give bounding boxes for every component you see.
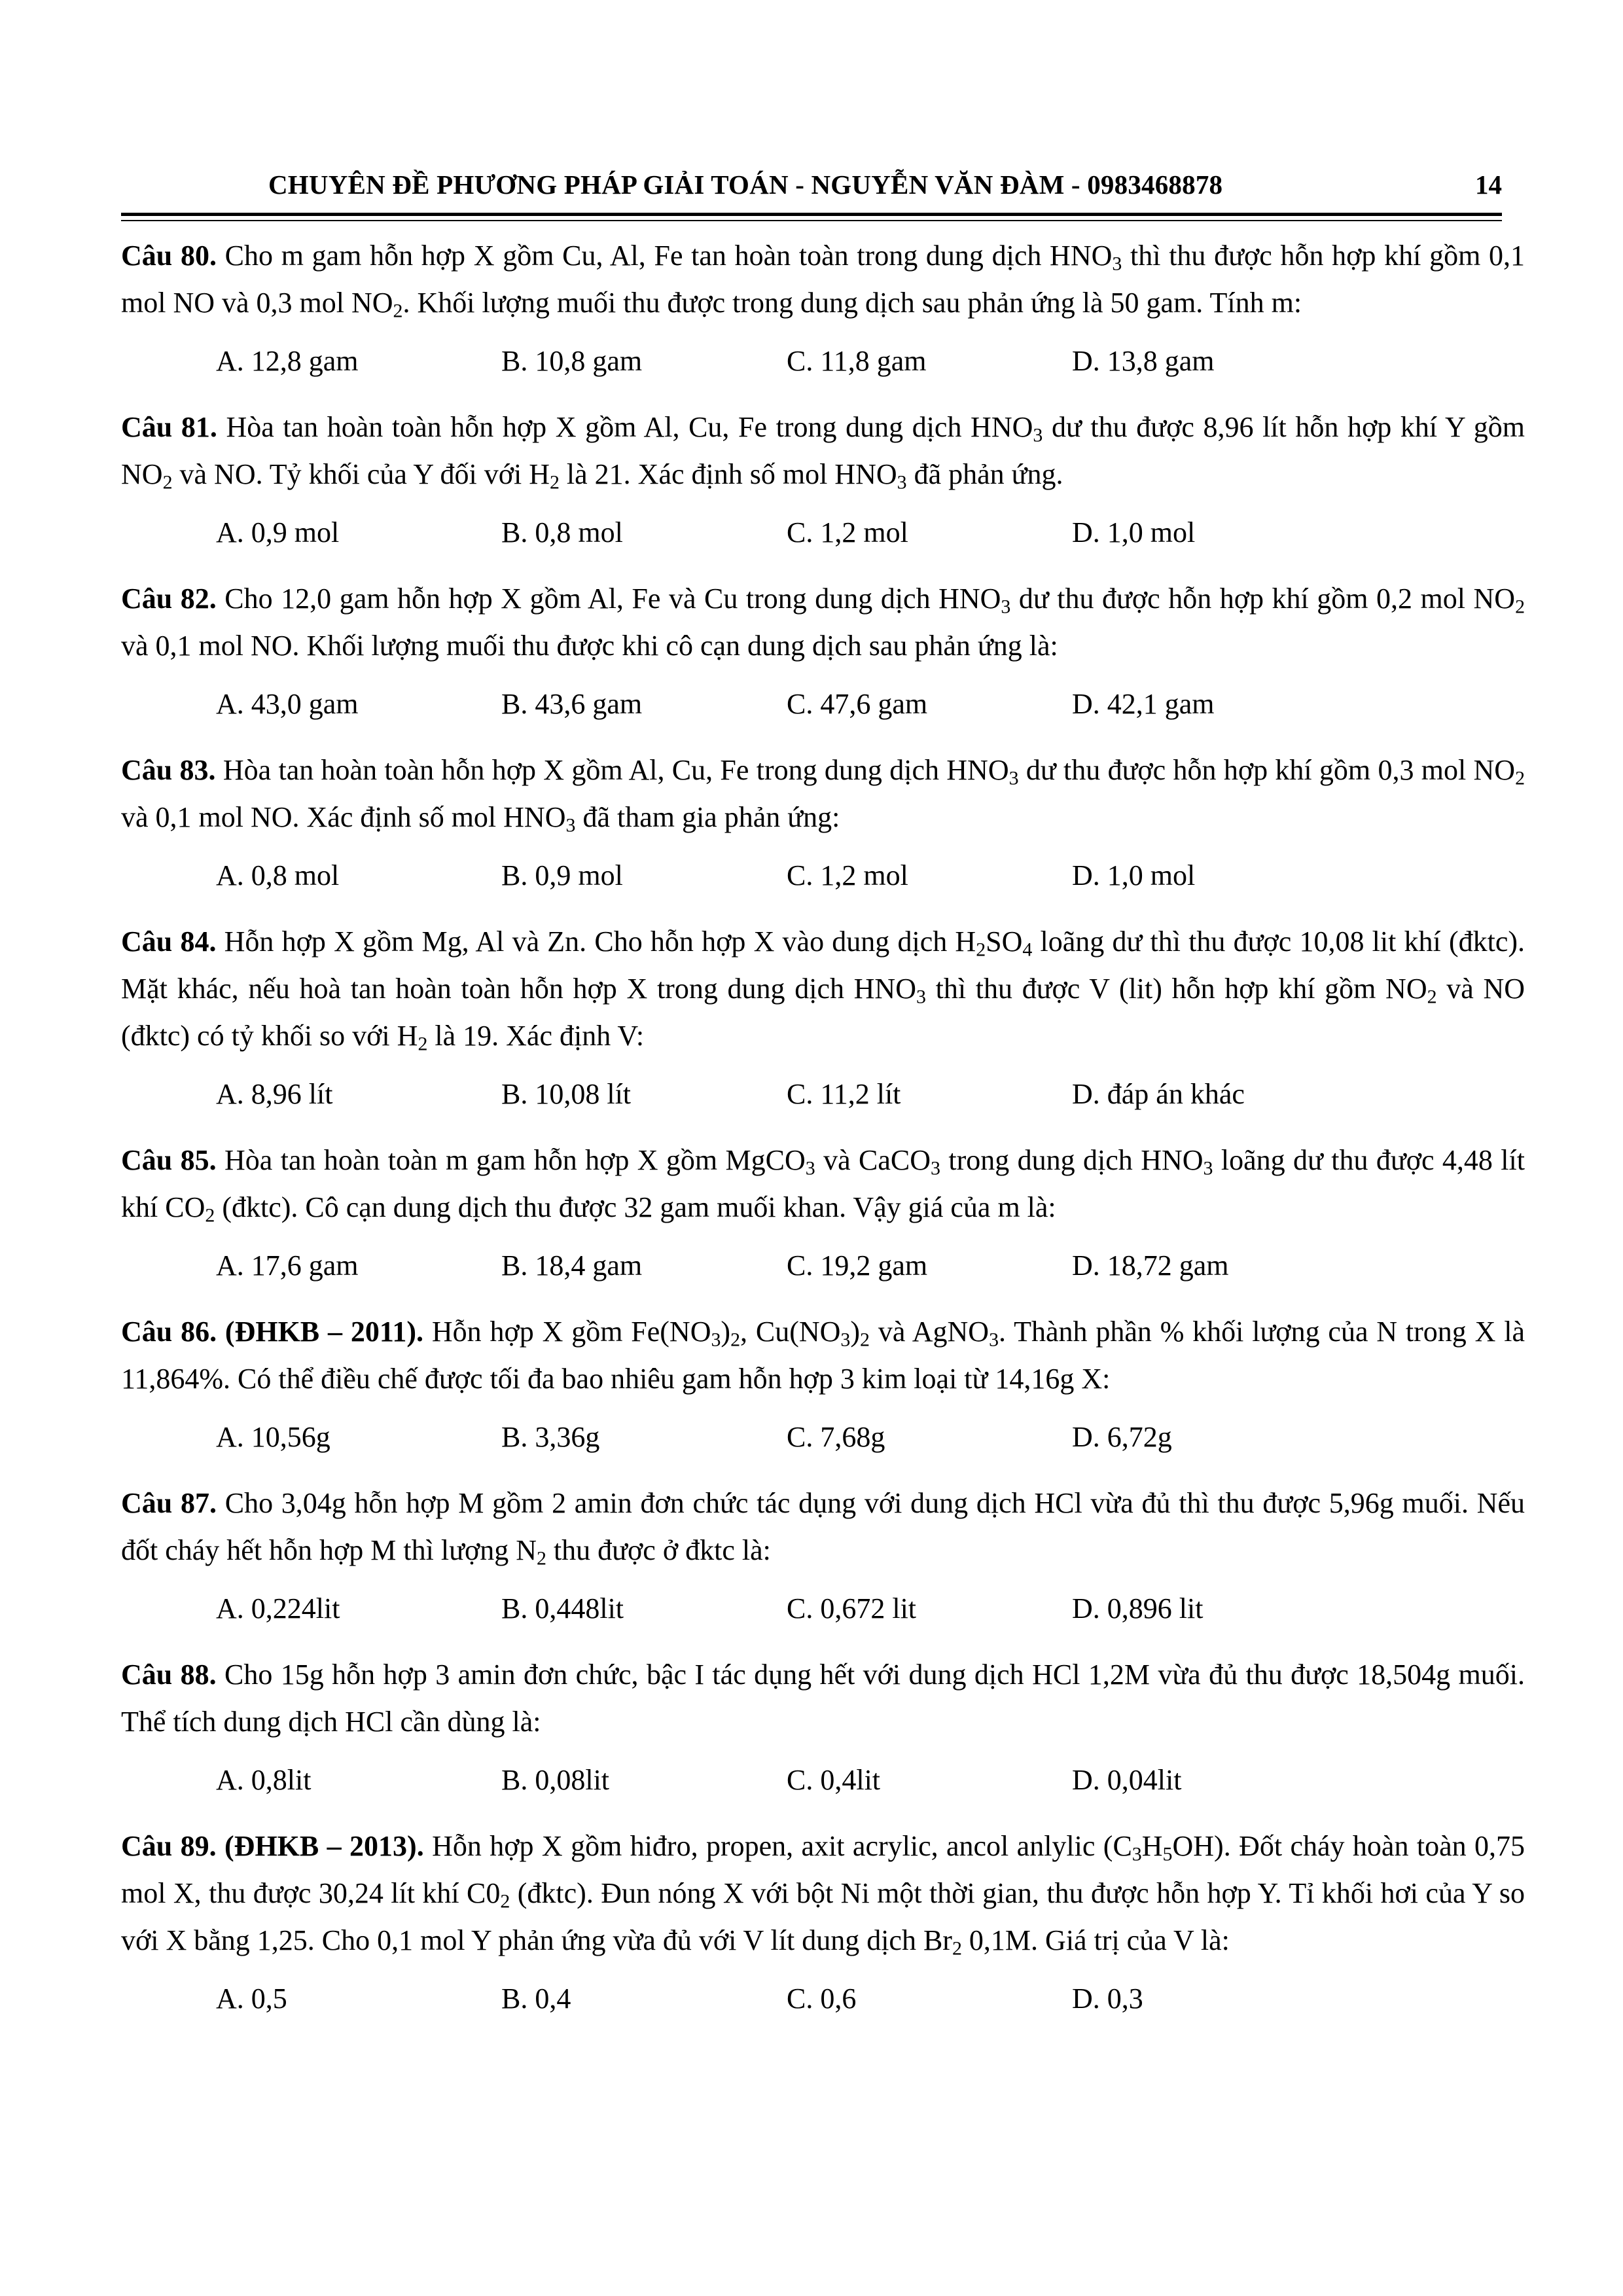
- answer-option: B. 0,448lit: [501, 1592, 624, 1624]
- answer-option: D. 6,72g: [1072, 1421, 1172, 1453]
- question-block: [121, 575, 1525, 728]
- exam-source-tag: (ĐHKB – 2013).: [216, 1830, 424, 1862]
- subscript: 2: [1515, 596, 1525, 618]
- header-rule-thin: [121, 220, 1502, 221]
- answer-option: B. 0,4: [501, 1982, 571, 2015]
- subscript: 2: [418, 1033, 428, 1055]
- question-text-segment: và AgNO: [869, 1316, 990, 1348]
- question-text-segment: Hòa tan hoàn toàn m gam hỗn hợp X gồm MgCO: [216, 1144, 806, 1176]
- question-text-segment: và NO. Tỷ khối của Y đối với H: [172, 458, 550, 490]
- subscript: 2: [500, 1890, 510, 1912]
- answer-option: B. 43,6 gam: [501, 688, 643, 720]
- question-text-segment: thu được ở đktc là:: [546, 1534, 771, 1566]
- answer-options: [121, 338, 1525, 385]
- answer-option: A. 0,9 mol: [216, 516, 340, 548]
- answer-option: B. 3,36g: [501, 1421, 600, 1453]
- subscript: 2: [860, 1329, 870, 1351]
- question-text: [121, 232, 1525, 327]
- question-text: [121, 918, 1525, 1060]
- question-text: [121, 404, 1525, 498]
- answer-options: [121, 1414, 1525, 1461]
- question-text-segment: OH). Đốt cháy hoàn toàn 0,75 mol X, thu được 30,24 lít khí C0: [121, 1830, 1525, 1909]
- question-text-segment: và CaCO: [815, 1144, 931, 1176]
- question-text-segment: loãng dư thì thu được 10,08 lit khí (đktc). Mặt khác, nếu hoà tan hoàn toàn hỗn hợp X trong dung dịch HNO: [121, 925, 1525, 1005]
- answer-option: B. 0,8 mol: [501, 516, 623, 548]
- answer-option: C. 7,68g: [787, 1421, 885, 1453]
- question-text-segment: (đktc). Đun nóng X với bột Ni một thời gian, thu được hỗn hợp Y. Tỉ khối hơi của Y so với X bằng 1,25. Cho 0,1 mol Y phản ứng vừa đủ với V lít dung dịch Br: [121, 1877, 1525, 1956]
- question-text-segment: dư thu được 8,96 lít hỗn hợp khí Y gồm NO: [121, 411, 1525, 490]
- question-text-segment: Hỗn hợp X gồm hiđro, propen, axit acrylic, ancol anlylic (C: [423, 1830, 1132, 1862]
- question-text: [121, 1308, 1525, 1403]
- subscript: 2: [549, 471, 560, 493]
- question-text-segment: và 0,1 mol NO. Khối lượng muối thu được khi cô cạn dung dịch sau phản ứng là:: [121, 630, 1058, 662]
- question-text-segment: Hòa tan hoàn toàn hỗn hợp X gồm Al, Cu, Fe trong dung dịch HNO: [215, 754, 1009, 786]
- answer-option: D. đáp án khác: [1072, 1078, 1245, 1110]
- question-text-segment: thì thu được V (lit) hỗn hợp khí gồm NO: [925, 973, 1427, 1005]
- answer-option: B. 10,8 gam: [501, 345, 643, 377]
- question-label: Câu 88.: [121, 1659, 217, 1691]
- question-text-segment: . Khối lượng muối thu được trong dung dịch sau phản ứng là 50 gam. Tính m:: [402, 287, 1302, 319]
- question-block: [121, 1823, 1525, 2022]
- subscript: 3: [916, 986, 926, 1008]
- question-list: [121, 232, 1525, 2041]
- answer-options: [121, 1585, 1525, 1632]
- answer-option: D. 18,72 gam: [1072, 1249, 1229, 1282]
- question-text: [121, 1480, 1525, 1574]
- subscript: 3: [1008, 767, 1019, 789]
- question-label: Câu 81.: [121, 411, 217, 443]
- question-text-segment: và NO (đktc) có tỷ khối so với H: [121, 973, 1525, 1052]
- question-text-segment: Cho 3,04g hỗn hợp M gồm 2 amin đơn chức tác dụng với dung dịch HCl vừa đủ thì thu được 5,96g muối. Nếu đốt cháy hết hỗn hợp M thì lượng N: [121, 1487, 1525, 1566]
- subscript: 5: [1162, 1843, 1173, 1865]
- subscript: 2: [976, 939, 986, 961]
- answer-option: D. 42,1 gam: [1072, 688, 1215, 720]
- question-block: [121, 918, 1525, 1118]
- answer-options: [121, 681, 1525, 728]
- question-block: [121, 404, 1525, 556]
- question-text-segment: Cho 15g hỗn hợp 3 amin đơn chức, bậc I tác dụng hết với dung dịch HCl 1,2M vừa đủ thu được 18,504g muối. Thể tích dung dịch HCl cần dùng là:: [121, 1659, 1525, 1738]
- subscript: 3: [711, 1329, 721, 1351]
- question-label: Câu 86.: [121, 1316, 217, 1348]
- subscript: 2: [1427, 986, 1437, 1008]
- question-text: [121, 1823, 1525, 1964]
- subscript: 3: [1001, 596, 1011, 618]
- answer-option: A. 0,8lit: [216, 1764, 312, 1796]
- question-text: [121, 747, 1525, 841]
- subscript: 3: [989, 1329, 999, 1351]
- subscript: 3: [1033, 424, 1043, 446]
- question-text-segment: Cho m gam hỗn hợp X gồm Cu, Al, Fe tan hoàn toàn trong dung dịch HNO: [216, 240, 1113, 272]
- question-label: Câu 82.: [121, 583, 217, 615]
- answer-option: D. 1,0 mol: [1072, 516, 1196, 548]
- subscript: 2: [1515, 767, 1525, 789]
- answer-option: B. 0,9 mol: [501, 859, 623, 891]
- answer-options: [121, 509, 1525, 556]
- question-block: [121, 1480, 1525, 1632]
- answer-option: C. 0,4lit: [787, 1764, 881, 1796]
- question-text-segment: là 19. Xác định V:: [427, 1020, 645, 1052]
- question-text: [121, 1137, 1525, 1231]
- question-text-segment: . Thành phần % khối lượng của N trong X là 11,864%. Có thể điều chế được tối đa bao nhiêu gam hỗn hợp 3 kim loại từ 14,16g X:: [121, 1316, 1525, 1395]
- question-text-segment: thì thu được hỗn hợp khí gồm 0,1 mol NO và 0,3 mol NO: [121, 240, 1525, 319]
- question-block: [121, 1137, 1525, 1289]
- question-text-segment: 0,1M. Giá trị của V là:: [961, 1924, 1230, 1956]
- question-text-segment: và 0,1 mol NO. Xác định số mol HNO: [121, 801, 566, 833]
- answer-option: C. 0,6: [787, 1982, 857, 2015]
- exam-source-tag: (ĐHKB – 2011).: [217, 1316, 424, 1348]
- answer-option: A. 0,5: [216, 1982, 287, 2015]
- answer-option: D. 0,3: [1072, 1982, 1143, 2015]
- header-title: CHUYÊN ĐỀ PHƯƠNG PHÁP GIẢI TOÁN - NGUYỄN VĂN ĐÀM - 0983468878: [268, 170, 1223, 200]
- question-text-segment: Cho 12,0 gam hỗn hợp X gồm Al, Fe và Cu trong dung dịch HNO: [216, 583, 1001, 615]
- question-block: [121, 1651, 1525, 1804]
- answer-options: [121, 1975, 1525, 2022]
- answer-option: C. 1,2 mol: [787, 516, 908, 548]
- answer-option: D. 13,8 gam: [1072, 345, 1215, 377]
- question-text-segment: dư thu được hỗn hợp khí gồm 0,2 mol NO: [1010, 583, 1516, 615]
- question-text-segment: đã phản ứng.: [906, 458, 1063, 490]
- answer-option: B. 10,08 lít: [501, 1078, 632, 1110]
- question-text-segment: Hòa tan hoàn toàn hỗn hợp X gồm Al, Cu, Fe trong dung dịch HNO: [217, 411, 1033, 443]
- question-text-segment: ): [850, 1316, 861, 1348]
- question-text: [121, 575, 1525, 670]
- answer-option: C. 1,2 mol: [787, 859, 908, 891]
- answer-option: C. 19,2 gam: [787, 1249, 928, 1282]
- answer-option: C. 47,6 gam: [787, 688, 928, 720]
- answer-options: [121, 1757, 1525, 1804]
- question-text-segment: dư thu được hỗn hợp khí gồm 0,3 mol NO: [1018, 754, 1516, 786]
- subscript: 2: [393, 300, 403, 322]
- question-label: Câu 80.: [121, 240, 217, 272]
- answer-option: B. 18,4 gam: [501, 1249, 643, 1282]
- question-text-segment: H: [1141, 1830, 1163, 1862]
- question-block: [121, 232, 1525, 385]
- question-text-segment: , Cu(NO: [740, 1316, 841, 1348]
- answer-option: A. 17,6 gam: [216, 1249, 359, 1282]
- question-block: [121, 1308, 1525, 1461]
- answer-option: A. 12,8 gam: [216, 345, 359, 377]
- subscript: 4: [1022, 939, 1033, 961]
- answer-options: [121, 852, 1525, 899]
- question-label: Câu 85.: [121, 1144, 217, 1176]
- subscript: 3: [897, 471, 907, 493]
- question-text: [121, 1651, 1525, 1746]
- subscript: 3: [565, 814, 576, 836]
- answer-options: [121, 1071, 1525, 1118]
- subscript: 3: [1132, 1843, 1142, 1865]
- answer-option: A. 0,224lit: [216, 1592, 340, 1624]
- subscript: 2: [162, 471, 173, 493]
- page-header: [121, 169, 1502, 208]
- question-text-segment: đã tham gia phản ứng:: [575, 801, 840, 833]
- subscript: 3: [805, 1157, 815, 1179]
- subscript: 3: [1112, 253, 1122, 275]
- question-text-segment: Hỗn hợp X gồm Fe(NO: [423, 1316, 711, 1348]
- answer-option: C. 11,2 lít: [787, 1078, 901, 1110]
- answer-option: A. 10,56g: [216, 1421, 330, 1453]
- answer-option: B. 0,08lit: [501, 1764, 610, 1796]
- answer-option: A. 0,8 mol: [216, 859, 340, 891]
- question-text-segment: ): [721, 1316, 731, 1348]
- subscript: 3: [1203, 1157, 1213, 1179]
- subscript: 2: [730, 1329, 741, 1351]
- page-number: 14: [1475, 170, 1502, 200]
- answer-options: [121, 1242, 1525, 1289]
- question-text-segment: là 21. Xác định số mol HNO: [559, 458, 897, 490]
- question-label: Câu 83.: [121, 754, 216, 786]
- question-block: [121, 747, 1525, 899]
- question-text-segment: SO: [986, 925, 1023, 958]
- answer-option: C. 11,8 gam: [787, 345, 927, 377]
- question-text-segment: trong dung dịch HNO: [940, 1144, 1204, 1176]
- question-label: Câu 89.: [121, 1830, 217, 1862]
- answer-option: D. 1,0 mol: [1072, 859, 1196, 891]
- question-label: Câu 84.: [121, 925, 217, 958]
- header-rule-thick: [121, 213, 1502, 216]
- question-text-segment: (đktc). Cô cạn dung dịch thu được 32 gam muối khan. Vậy giá của m là:: [215, 1191, 1056, 1223]
- question-label: Câu 87.: [121, 1487, 217, 1519]
- subscript: 2: [952, 1937, 962, 1960]
- subscript: 2: [205, 1204, 215, 1227]
- question-text-segment: loãng dư thu được 4,48 lít khí CO: [121, 1144, 1525, 1223]
- question-text-segment: Hỗn hợp X gồm Mg, Al và Zn. Cho hỗn hợp X vào dung dịch H: [216, 925, 976, 958]
- answer-option: C. 0,672 lit: [787, 1592, 917, 1624]
- answer-option: D. 0,04lit: [1072, 1764, 1182, 1796]
- subscript: 3: [840, 1329, 851, 1351]
- answer-option: A. 8,96 lít: [216, 1078, 333, 1110]
- answer-option: A. 43,0 gam: [216, 688, 359, 720]
- answer-option: D. 0,896 lit: [1072, 1592, 1204, 1624]
- subscript: 3: [931, 1157, 940, 1179]
- subscript: 2: [537, 1547, 546, 1570]
